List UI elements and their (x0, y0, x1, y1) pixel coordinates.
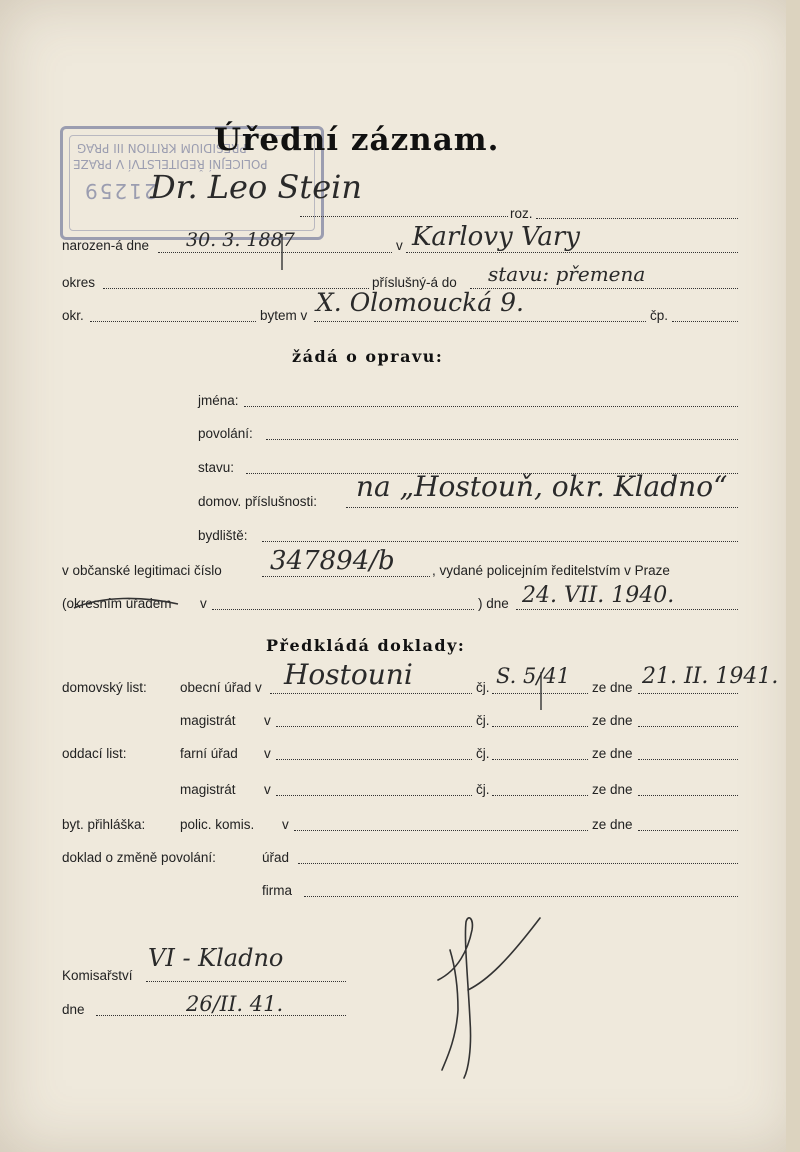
hand-stroke-1 (276, 232, 288, 272)
signature (428, 910, 558, 1085)
born-date-value: 30. 3. 1887 (186, 229, 295, 251)
zedne-line-1 (638, 693, 738, 694)
okresnim-line (212, 609, 474, 610)
magistrat-v-label-1: v (264, 713, 271, 728)
povolani-line (266, 439, 738, 440)
born-label: narozen-á dne (62, 238, 150, 253)
farni-v-label: v (264, 746, 271, 761)
magistrat-line-2 (276, 795, 472, 796)
zedne-label-3: ze dne (592, 746, 633, 761)
zedne-label-1: ze dne (592, 680, 633, 695)
magistrat-label-1: magistrát (180, 713, 236, 728)
prislusny-label: příslušný-á do (372, 275, 457, 290)
request-heading: žádá o opravu: (292, 347, 444, 366)
roz-line (536, 218, 738, 219)
cj-line-3 (492, 759, 588, 760)
okr-label: okr. (62, 308, 84, 323)
okr-line (90, 321, 256, 322)
oddaci-label: oddací list: (62, 746, 127, 761)
legitimation-label: v občanské legitimaci číslo (62, 563, 222, 578)
domov-value: na „Hostouň, okr. Kladno“ (356, 470, 728, 503)
povolani-label: povolání: (198, 426, 253, 441)
born-place-value: Karlovy Vary (412, 222, 580, 252)
footer-dne-label: dne (62, 1002, 85, 1017)
cp-line (672, 321, 738, 322)
stavu-label: stavu: (198, 460, 235, 475)
footer-dne-value: 26/II. 41. (186, 992, 284, 1016)
legitimation-number-value: 347894/b (270, 546, 395, 576)
hand-stroke-2 (536, 670, 546, 712)
strike-through-mark (72, 594, 182, 616)
zedne-line-2 (638, 726, 738, 727)
roz-label: roz. (510, 206, 533, 221)
stamp-number: 21259 (83, 179, 157, 203)
domov-label: domov. příslušnosti: (198, 494, 318, 509)
name-value: Dr. Leo Stein (150, 168, 362, 206)
jmena-line (244, 406, 738, 407)
zedne-line-4 (638, 795, 738, 796)
bytem-label: bytem v (260, 308, 308, 323)
magistrat-label-2: magistrát (180, 782, 236, 797)
bydliste-line (262, 541, 738, 542)
magistrat-line-1 (276, 726, 472, 727)
byt-label: byt. přihláška: (62, 817, 146, 832)
okresnim-v-label: v (200, 596, 207, 611)
cj-label-1: čj. (476, 680, 490, 695)
cj-line-4 (492, 795, 588, 796)
cj-value: S. 5/41 (496, 664, 571, 688)
born-place-line (406, 252, 738, 253)
domov-line (346, 507, 738, 508)
bytem-value: X. Olomoucká 9. (316, 288, 524, 317)
page-title: Úřední záznam. (214, 122, 500, 158)
firma-line (304, 896, 738, 897)
domovsky-label: domovský list: (62, 680, 147, 695)
magistrat-v-label-2: v (264, 782, 271, 797)
stamp-line-1: PRESIDIUM KRITION III PRAG (77, 141, 247, 155)
zedne-line-5 (638, 830, 738, 831)
farni-line (276, 759, 472, 760)
obecni-label: obecní úřad v (180, 680, 262, 695)
okres-label: okres (62, 275, 96, 290)
legitimation-dne-label: ) dne (478, 596, 509, 611)
polic-label: polic. komis. (180, 817, 255, 832)
okresnim-label: (okresním úřadem (62, 596, 172, 611)
cp-label: čp. (650, 308, 669, 323)
farni-label: farní úřad (180, 746, 238, 761)
legitimation-dne-value: 24. VII. 1940. (522, 583, 675, 608)
urad-label: úřad (262, 850, 290, 865)
zedne-label-5: ze dne (592, 817, 633, 832)
cj-line-2 (492, 726, 588, 727)
paper-edge (786, 0, 800, 1152)
stamp-line-2: POLICEJNÍ ŘEDITELSTVÍ V PRAZE (73, 157, 268, 171)
obecni-value: Hostouni (284, 658, 413, 691)
polic-v-label: v (282, 817, 289, 832)
obecni-line (270, 693, 472, 694)
bytem-line (314, 321, 646, 322)
zedne-line-3 (638, 759, 738, 760)
cj-label-2: čj. (476, 713, 490, 728)
prislusny-value: stavu: přemena (488, 262, 646, 286)
firma-label: firma (262, 883, 292, 898)
documents-heading: Předkládá doklady: (266, 636, 466, 655)
born-place-v-label: v (396, 238, 403, 253)
komisarstvi-line (146, 981, 346, 982)
polic-line (294, 830, 588, 831)
jmena-label: jména: (198, 393, 239, 408)
zedne-label-2: ze dne (592, 713, 633, 728)
bydliste-label: bydliště: (198, 528, 248, 543)
issued-label: , vydané policejním ředitelstvím v Praze (432, 563, 670, 578)
urad-line (298, 863, 738, 864)
name-line (300, 216, 508, 217)
born-date-line (158, 252, 392, 253)
doklad-label: doklad o změně povolání: (62, 850, 216, 865)
cj-label-3: čj. (476, 746, 490, 761)
komisarstvi-label: Komisařství (62, 968, 133, 983)
zedne-value: 21. II. 1941. (642, 664, 779, 689)
legitimation-number-line (262, 576, 430, 577)
cj-label-4: čj. (476, 782, 490, 797)
komisarstvi-value: VI - Kladno (148, 944, 284, 972)
legitimation-dne-line (516, 609, 738, 610)
zedne-label-4: ze dne (592, 782, 633, 797)
